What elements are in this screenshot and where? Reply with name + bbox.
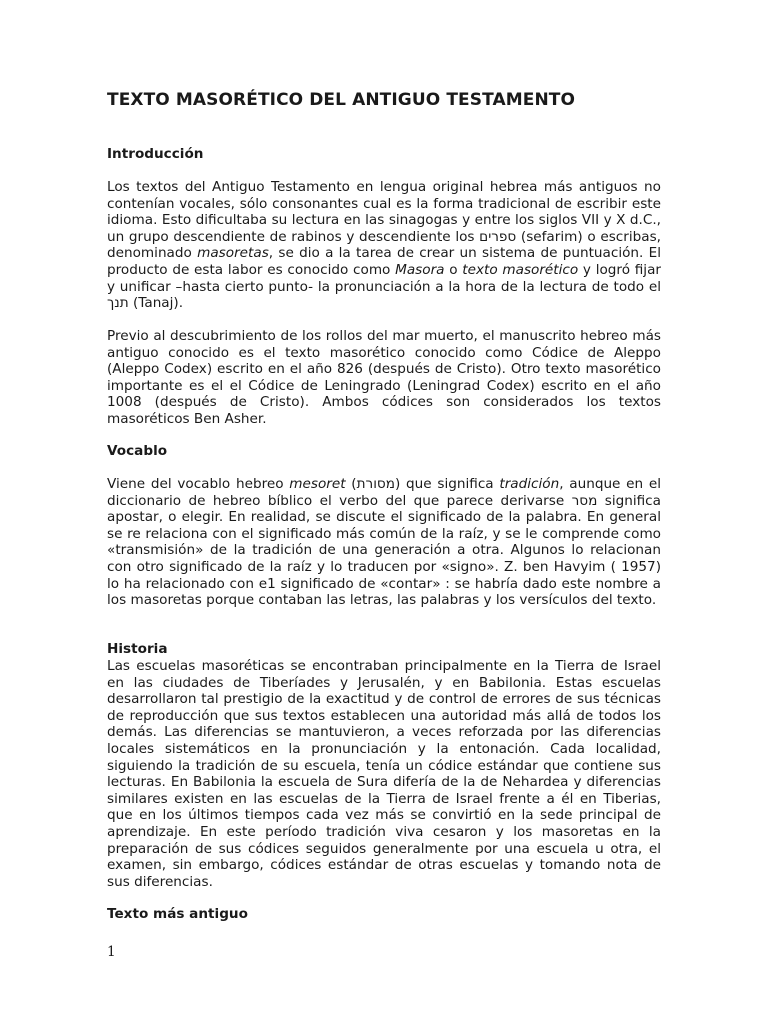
text-run: (sefarim) o escribas, denominado xyxy=(107,228,661,262)
italic-term: texto masorético xyxy=(462,261,579,278)
italic-term: tradición xyxy=(499,476,560,492)
paragraph-introduccion-1 xyxy=(107,179,661,312)
paragraph-vocablo-1 xyxy=(107,476,661,609)
text-run: (Tanaj). xyxy=(128,295,184,312)
italic-term: masoretas xyxy=(197,245,269,262)
text-run: significa apostar, o elegir. En realidad, se discute el significado de la palabra. En general se re relaciona con el significado más común de la raíz, y se le comprende como «transmisión» de la tradición de una generación a otra. Algunos lo relacionan con otro significado de la raíz y lo traducen por «signo». Z. ben Havyim ( 1957) lo ha relacionado con e1 significado de «contar» : se habría dado este nombre a los masoretas porque contaban las letras, las palabras y los versículos del texto. xyxy=(107,492,661,609)
hebrew-word: תנך xyxy=(107,295,129,312)
page-number: 1 xyxy=(107,944,116,960)
text-run: Previo al descubrimiento de los rollos del mar muerto, el manuscrito hebreo más antiguo conocido es el texto masorético conocido como Códice de Aleppo (Aleppo Codex) escrito en el año 826 (después de Cristo). Otro texto masorético importante es el el Códice de Leningrado (Leningrad Codex) escrito en el año 1008 (después de Cristo). Ambos códices son considerados los textos masoréticos Ben Asher. xyxy=(107,328,661,427)
italic-term: Masora xyxy=(395,261,445,278)
document-title: TEXTO MASORÉTICO DEL ANTIGUO TESTAMENTO xyxy=(107,90,576,110)
text-run: Las escuelas masoréticas se encontraban principalmente en la Tierra de Israel en las ciudades de Tiberíades y Jerusalén, y en Babilonia. Estas escuelas desarrollaron tal prestigio de la exactitud y de control de errores de sus técnicas de reproducción que sus textos establecen una autoridad más allá de todos los demás. Las diferencias se mantuvieron, a veces reforzada por las diferencias locales sistemáticos en la pronunciación y la entonación. Cada localidad, siguiendo la tradición de su escuela, tenía un códice estándar que contiene sus lecturas. En Babilonia la escuela de Sura difería de la de Nehardea y diferencias similares existen en las escuelas de la Tierra de Israel frente a él en Tiberias, que en los últimos tiempos cada vez más se convirtió en la sede principal de aprendizaje. En este período tradición viva cesaron y los masoretas en la preparación de sus códices seguidos generalmente por una escuela u otra, el examen, sin embargo, códices estándar de otras escuelas y tomando nota de sus diferencias. xyxy=(107,658,661,890)
text-run: Los textos del Antiguo Testamento en lengua original hebrea más antiguos no contenían vocales, sólo consonantes cual es la forma tradicional de escribir este idioma. Esto dificultaba su lectura en las sinagogas y entre los siglos VII y X d.C., un grupo descendiente de rabinos y descendiente los xyxy=(107,179,661,245)
text-run: , aunque en el diccionario de hebreo bíblico el verbo del que parece derivarse xyxy=(107,476,662,509)
text-run: y logró fijar y unificar –hasta cierto punto- la pronunciación a la hora de la lectura de todo el xyxy=(107,261,661,295)
text-run: , se dio a la tarea de crear un sistema de puntuación. El producto de esta labor es conocido como xyxy=(107,245,662,278)
section-heading-vocablo: Vocablo xyxy=(107,443,168,459)
text-run: o xyxy=(444,261,463,278)
text-run: ) que significa xyxy=(395,476,500,492)
hebrew-word: ספרים xyxy=(479,228,517,245)
text-run: ( xyxy=(345,476,357,492)
text-run: Viene del vocablo hebreo xyxy=(107,476,290,492)
section-heading-texto-mas-antiguo: Texto más antiguo xyxy=(107,906,248,922)
section-heading-historia: Historia xyxy=(107,641,168,657)
hebrew-word: מסורת xyxy=(356,476,395,492)
italic-term: mesoret xyxy=(289,476,346,492)
hebrew-word: מסר xyxy=(571,492,598,509)
paragraph-historia-1 xyxy=(107,658,661,890)
paragraph-introduccion-2 xyxy=(107,328,661,428)
section-heading-introduccion: Introducción xyxy=(107,146,204,162)
